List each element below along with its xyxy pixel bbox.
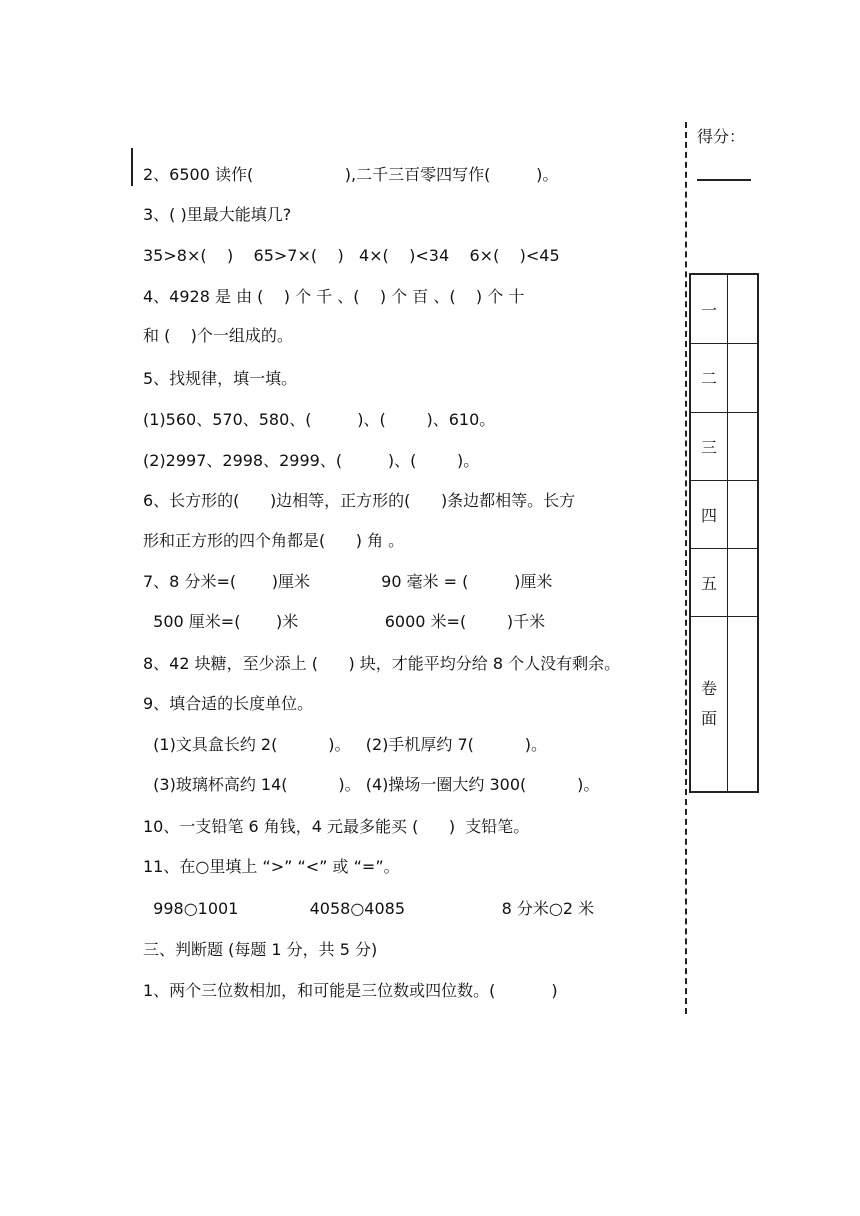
question-11-items: 998○1001 4058○4085 8 分米○2 米 [143, 899, 595, 918]
score-row [690, 412, 758, 480]
question-5-part-2: (2)2997、2998、2999、( )、( )。 [143, 451, 480, 470]
section-3-heading: 三、判断题 (每题 1 分，共 5 分) [143, 940, 378, 959]
score-cell [728, 480, 759, 548]
score-row-label: 四 [690, 480, 728, 548]
question-9-line-2: (3)玻璃杯高约 14( )。 (4)操场一圈大约 300( )。 [143, 775, 600, 794]
score-row [690, 549, 758, 617]
score-row-label: 五 [690, 549, 728, 617]
question-4-line-2: 和 ( )个一组成的。 [143, 326, 293, 345]
question-6-line-2: 形和正方形的四个角都是( ) 角 。 [143, 531, 405, 550]
score-row [690, 617, 758, 792]
score-row-label: 卷面 [690, 617, 728, 792]
question-7-line-1: 7、8 分米=( )厘米 90 毫米 = ( )厘米 [143, 572, 553, 591]
question-10: 10、一支铅笔 6 角钱，4 元最多能买 ( ) 支铅笔。 [143, 817, 530, 836]
question-9-line-1: (1)文具盒长约 2( )。 (2)手机厚约 7( )。 [143, 735, 547, 754]
score-cell [728, 549, 759, 617]
question-7-line-2: 500 厘米=( )米 6000 米=( )千米 [143, 612, 546, 631]
margin-rule [131, 148, 133, 186]
score-label: 得分： [697, 127, 746, 146]
question-11: 11、在○里填上 “>” “<” 或 “=”。 [143, 857, 400, 876]
question-9: 9、填合适的长度单位。 [143, 694, 314, 713]
score-row [690, 274, 758, 344]
score-row [690, 344, 758, 412]
score-cell [728, 617, 759, 792]
score-row-label: 一 [690, 274, 728, 344]
question-3: 3、( )里最大能填几? [143, 205, 292, 224]
binding-dash-line [685, 122, 687, 1014]
score-blank [697, 179, 751, 181]
score-cell [728, 412, 759, 480]
question-2: 2、6500 读作( ),二千三百零四写作( )。 [143, 165, 559, 184]
judgement-1: 1、两个三位数相加，和可能是三位数或四位数。( ) [143, 981, 558, 1000]
score-row [690, 480, 758, 548]
score-row-label: 三 [690, 412, 728, 480]
question-5-part-1: (1)560、570、580、( )、( )、610。 [143, 410, 496, 429]
score-cell [728, 344, 759, 412]
score-row-label: 二 [690, 344, 728, 412]
question-3-items: 35>8×( ) 65>7×( ) 4×( )<34 6×( )<45 [143, 246, 560, 265]
question-6-line-1: 6、长方形的( )边相等，正方形的( )条边都相等。长方 [143, 491, 576, 510]
question-5: 5、找规律，填一填。 [143, 369, 298, 388]
score-table [689, 273, 759, 793]
question-4-line-1: 4、4928 是 由 ( ) 个 千 、( ) 个 百 、( ) 个 十 [143, 287, 525, 306]
score-cell [728, 274, 759, 344]
question-8: 8、42 块糖，至少添上 ( ) 块，才能平均分给 8 个人没有剩余。 [143, 654, 621, 673]
